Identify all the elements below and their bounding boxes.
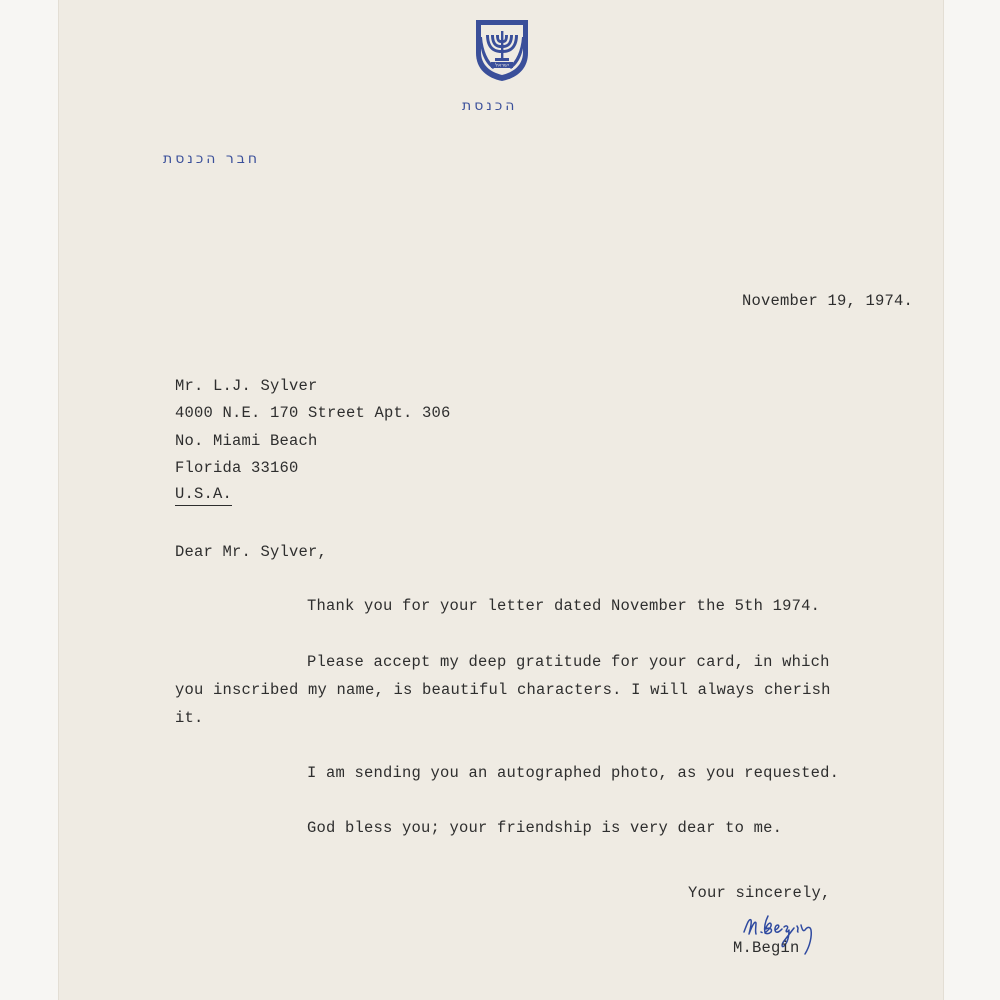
- recipient-name: Mr. L.J. Sylver: [175, 377, 318, 395]
- body-paragraph-2-line-3: it.: [175, 709, 204, 727]
- letterhead-member-title: חבר הכנסת: [163, 151, 261, 167]
- body-paragraph-3: I am sending you an autographed photo, as you requested.: [307, 764, 840, 782]
- letterhead-institution: הכנסת: [462, 98, 518, 114]
- salutation: Dear Mr. Sylver,: [175, 543, 328, 561]
- recipient-state-zip: Florida 33160: [175, 459, 299, 477]
- closing: Your sincerely,: [688, 884, 831, 902]
- body-paragraph-4: God bless you; your friendship is very dear to me.: [307, 819, 783, 837]
- recipient-city: No. Miami Beach: [175, 432, 318, 450]
- signer-name: M.Begin: [733, 939, 800, 957]
- recipient-street: 4000 N.E. 170 Street Apt. 306: [175, 404, 451, 422]
- frame-edge-right: [944, 0, 1000, 1000]
- body-paragraph-2-line-1: Please accept my deep gratitude for your card, in which: [307, 653, 830, 671]
- body-paragraph-2-line-2: you inscribed my name, is beautiful characters. I will always cherish: [175, 681, 831, 699]
- knesset-emblem-icon: [473, 17, 531, 83]
- letter-date: November 19, 1974.: [742, 292, 914, 310]
- frame-edge-left: [0, 0, 58, 1000]
- svg-text:ישראל: ישראל: [495, 62, 509, 69]
- recipient-country: U.S.A.: [175, 483, 232, 506]
- body-paragraph-1: Thank you for your letter dated November the 5th 1974.: [307, 597, 821, 615]
